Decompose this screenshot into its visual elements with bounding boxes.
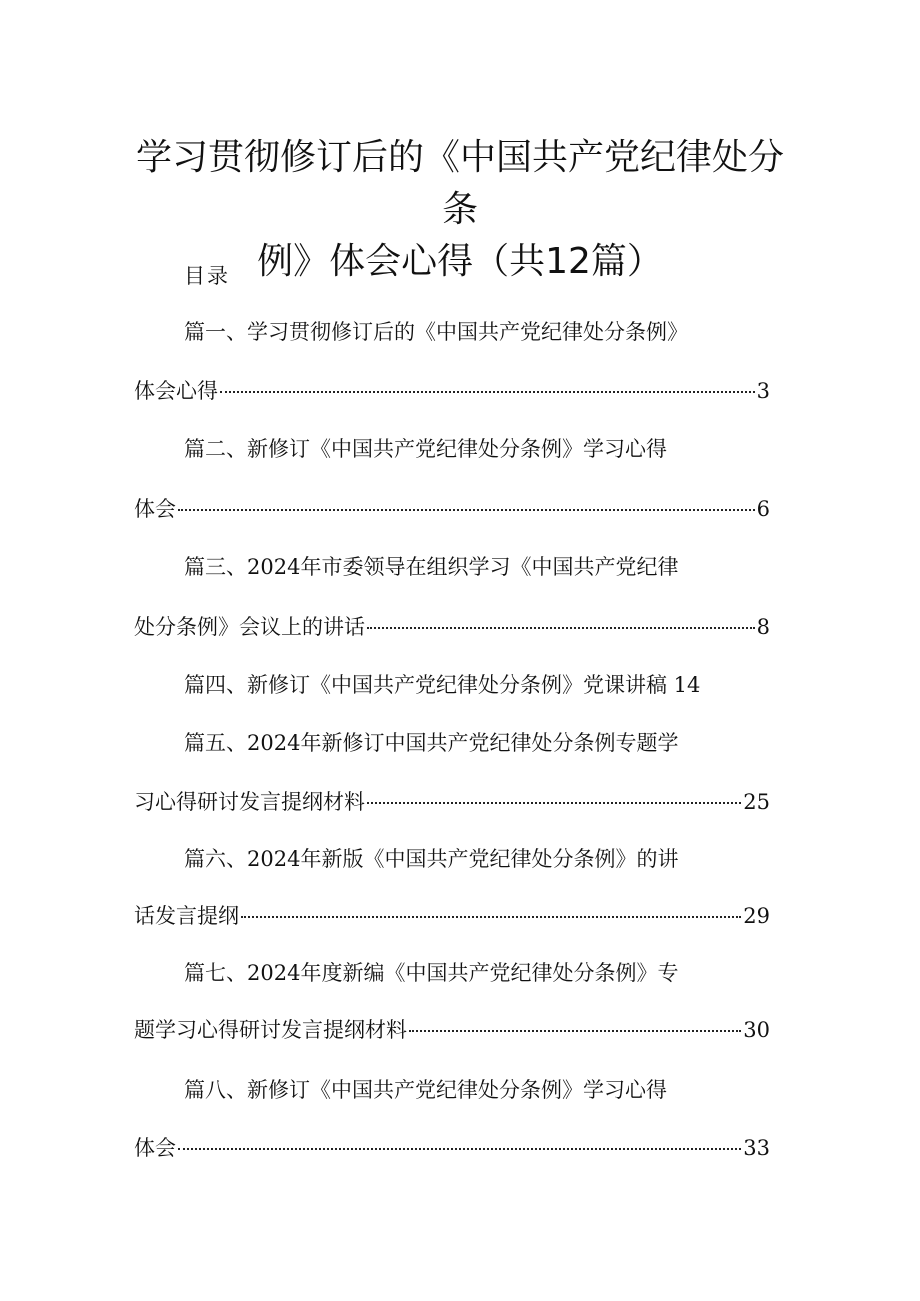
- toc-page-number: 25: [743, 790, 770, 814]
- toc-entry-text: 题学习心得研讨发言提纲材料: [134, 1018, 407, 1042]
- toc-entry-text: 体会: [134, 497, 176, 521]
- toc-dot-leader: [178, 1147, 741, 1150]
- toc-entry-8-title[interactable]: 篇八、新修订《中国共产党纪律处分条例》学习心得: [184, 1078, 667, 1102]
- toc-entry-1-title[interactable]: 篇一、学习贯彻修订后的《中国共产党纪律处分条例》: [184, 320, 688, 344]
- toc-entry-text: 习心得研讨发言提纲材料: [134, 790, 365, 814]
- toc-page-number: 8: [756, 615, 770, 639]
- toc-entry-text: 处分条例》会议上的讲话: [134, 615, 365, 639]
- toc-entry-text: 体会心得: [134, 379, 218, 403]
- toc-entry-1-continuation[interactable]: [134, 377, 770, 405]
- toc-entry-7-title[interactable]: 篇七、2024年度新编《中国共产党纪律处分条例》专: [184, 961, 679, 985]
- toc-entry-5-title[interactable]: 篇五、2024年新修订中国共产党纪律处分条例专题学: [184, 731, 679, 755]
- toc-page-number: 33: [743, 1136, 770, 1160]
- toc-entry-6-continuation[interactable]: [134, 902, 770, 930]
- toc-entry-text: 体会: [134, 1136, 176, 1160]
- toc-page-number: 29: [743, 904, 770, 928]
- toc-dot-leader: [367, 801, 741, 804]
- toc-entry-2-continuation[interactable]: [134, 495, 770, 523]
- toc-dot-leader: [409, 1029, 741, 1032]
- document-title-line-1: 学习贯彻修订后的《中国共产党纪律处分条: [135, 137, 784, 230]
- toc-entry-5-continuation[interactable]: [134, 788, 770, 816]
- toc-page-number: 6: [756, 497, 770, 521]
- toc-dot-leader: [178, 508, 755, 511]
- toc-page-number: 3: [756, 379, 770, 403]
- toc-page-number: 30: [743, 1018, 770, 1042]
- toc-dot-leader: [241, 915, 741, 918]
- toc-entry-6-title[interactable]: 篇六、2024年新版《中国共产党纪律处分条例》的讲: [184, 847, 679, 871]
- toc-heading: 目录: [184, 264, 230, 288]
- toc-entry-2-title[interactable]: 篇二、新修订《中国共产党纪律处分条例》学习心得: [184, 437, 667, 461]
- toc-entry-3-title[interactable]: 篇三、2024年市委领导在组织学习《中国共产党纪律: [184, 555, 679, 579]
- toc-entry-8-continuation[interactable]: [134, 1134, 770, 1162]
- toc-entry-4-title[interactable]: 篇四、新修订《中国共产党纪律处分条例》党课讲稿 14: [184, 673, 701, 697]
- toc-entry-3-continuation[interactable]: [134, 613, 770, 641]
- document-title-line-2: 例》体会心得（共12篇）: [257, 241, 663, 282]
- toc-entry-text: 话发言提纲: [134, 904, 239, 928]
- toc-entry-7-continuation[interactable]: [134, 1016, 770, 1044]
- toc-dot-leader: [367, 626, 755, 629]
- toc-dot-leader: [220, 390, 755, 393]
